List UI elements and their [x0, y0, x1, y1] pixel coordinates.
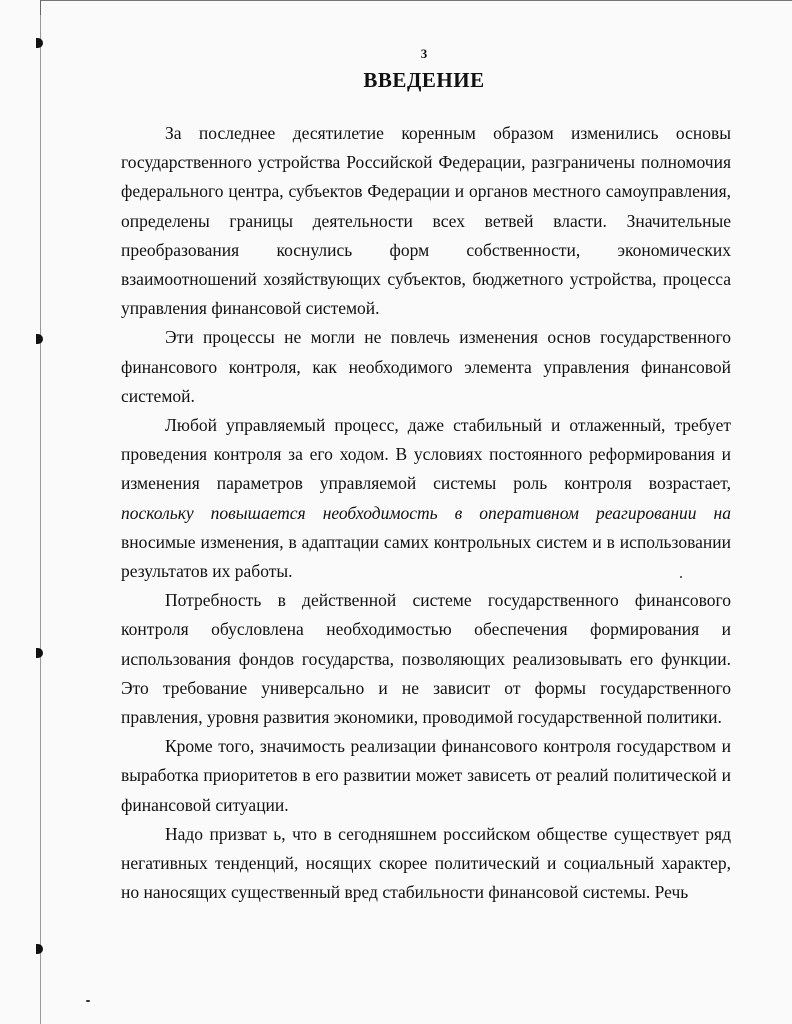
scan-speck: [86, 1000, 90, 1002]
paragraph: [121, 411, 731, 586]
paragraph-tail: вносимые изменения, в адаптации самих контрольных систем и в использовании результатов их работы.: [121, 531, 731, 582]
page-edge-left: [34, 0, 41, 1024]
paragraph: Кроме того, значимость реализации финансового контроля государством и выработка приоритетов в его развитии может зависеть от реалий политической и финансовой ситуации.: [121, 736, 731, 815]
page-heading: ВВЕДЕНИЕ: [363, 68, 485, 92]
paragraph: Потребность в действенной системе государственного финансового контроля обусловлена необходимостью обеспечения формирования и использования фондов государства, позволяющих реализовывать его функции. Это требование универсально и не зависит от формы государственного правления, уровня развития экономики, проводимой государственной политики.: [121, 590, 731, 728]
paragraph: За последнее десятилетие коренным образом изменились основы государственного устройства Российской Федерации, разграничены полномочия федерального центра, субъектов Федерации и органов местного самоуправления, определены границы деятельности всех ветвей власти. Значительные преобразования коснулись форм собственности, экономических взаимоотношений хозяйствующих субъектов, бюджетного устройства, процесса управления финансовой системой.: [121, 123, 731, 319]
binding-mark: [36, 944, 43, 954]
binding-mark: [36, 648, 43, 658]
page-edge-top: [40, 0, 792, 15]
paragraph: Эти процессы не могли не повлечь изменения основ государственного финансового контроля, как необходимого элемента управления финансовой системой.: [121, 327, 731, 406]
body-text: [121, 119, 731, 907]
paragraph-italic: поскольку повышается необходимость в оперативном реагировании на: [121, 502, 731, 523]
page-number: 3: [420, 46, 428, 61]
binding-mark: [36, 334, 43, 344]
paragraph-lead: Любой управляемый процесс, даже стабильный и отлаженный, требует проведения контроля за его ходом. В условиях постоянного реформирования и изменения параметров управляемой системы роль контроля возрастает,: [121, 415, 731, 494]
paragraph: Надо призват ь, что в сегодняшнем российском обществе существует ряд негативных тенденций, носящих скорее политический и социальный характер, но наносящих существенный вред стабильности финансовой системы. Речь: [121, 823, 731, 903]
